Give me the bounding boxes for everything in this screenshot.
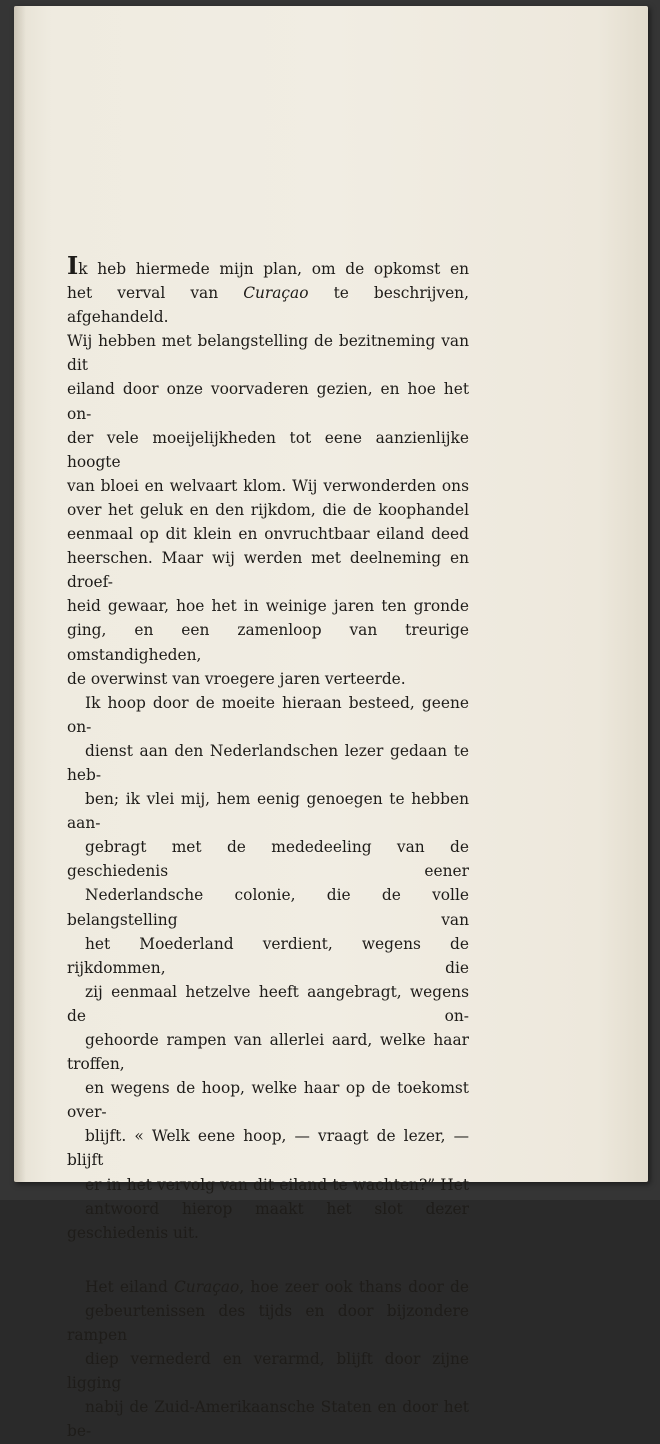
text-line: over het geluk en den rijkdom, die de koophandel [67,500,469,519]
paragraph-3 [67,1275,469,1444]
text-line: gebragt met de mededeeling van de geschiedenis eener [67,838,469,881]
text-line: nabij de Zuid-Amerikaansche Staten en door het be- [67,1398,469,1441]
text-line: het verval van Curaçao te beschrijven, afgehandeld. [67,284,469,327]
text-line: Wij hebben met belangstelling de bezitneming van dit [67,332,469,375]
text-line: gebeurtenissen des tijds en door bijzondere rampen [67,1301,469,1345]
italic-name: Curaçao [243,284,309,303]
text-line: ben; ik vlei mij, hem eenig genoegen te hebben aan- [67,790,469,833]
paragraph-2 [67,691,469,1245]
text-line: Het eiland Curaçao, hoe zeer ook thans door de [85,1277,469,1296]
text-line: eenmaal op dit klein en onvruchtbaar eiland deed [67,525,469,544]
text-line: en wegens de hoop, welke haar op de toekomst over- [67,1079,469,1122]
paragraph-gap [67,1245,469,1275]
text-line: heid gewaar, hoe het in weinige jaren ten gronde [67,597,469,616]
paragraph-1 [67,251,469,691]
text-line: Nederlandsche colonie, die de volle belangstelling van [67,886,469,929]
text-line: gehoorde rampen van allerlei aard, welke haar troffen, [67,1031,469,1074]
text-line: diep vernederd en verarmd, blijft door zijne ligging [67,1350,469,1393]
body-text [67,251,469,1444]
text-line: Ik heb hiermede mijn plan, om de opkomst en [67,251,469,280]
italic-name: Curaçao [174,1277,240,1296]
text-line: antwoord hierop maakt het slot dezer geschiedenis uit. [67,1199,469,1242]
text-line: er in het vervolg van dit eiland te wachten?” Het [85,1175,469,1194]
text-line: heerschen. Maar wij werden met deelneming en droef- [67,549,469,592]
text-line: der vele moeijelijkheden tot eene aanzienlijke hoogte [67,428,469,471]
drop-cap: I [67,251,79,280]
text-line: dienst aan den Nederlandschen lezer gedaan te heb- [67,741,469,784]
gutter-shadow [14,6,26,1182]
text-line: eiland door onze voorvaderen gezien, en hoe het on- [67,380,469,423]
text-line: Ik hoop door de moeite hieraan besteed, geene on- [67,693,469,736]
text-line: zij eenmaal hetzelve heeft aangebragt, wegens de on- [67,982,469,1025]
text-line: blijft. « Welk eene hoop, — vraagt de lezer, — blijft [67,1127,469,1170]
book-page [14,6,648,1441]
text-line: ging, en een zamenloop van treurige omstandigheden, [67,621,469,664]
text-line: van bloei en welvaart klom. Wij verwonderden ons [67,476,469,495]
text-line: de overwinst van vroegere jaren verteerde. [67,669,406,688]
text-line: het Moederland verdient, wegens de rijkdommen, die [67,934,469,977]
